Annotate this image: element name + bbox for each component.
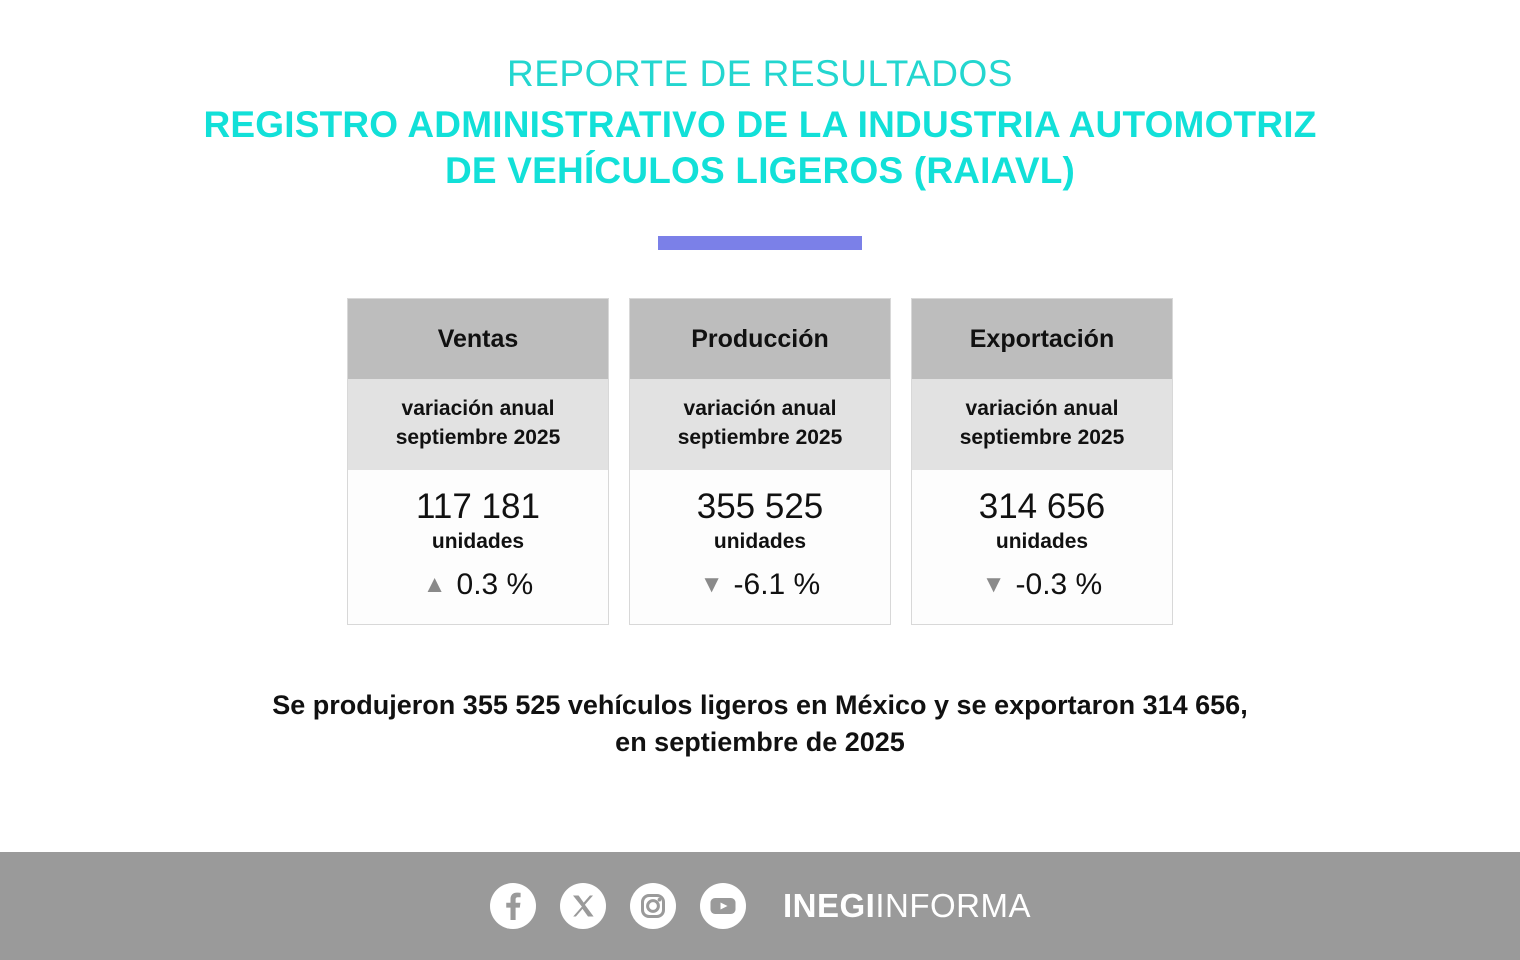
card-subtitle	[630, 379, 890, 470]
card-change	[358, 568, 598, 602]
card-subtitle	[912, 379, 1172, 470]
card-units: unidades	[995, 530, 1089, 554]
card-change	[640, 568, 880, 602]
page-title-line-1: REGISTRO ADMINISTRATIVO DE LA INDUSTRIA AUTOMOTRIZ	[203, 103, 1317, 145]
card-subtitle-line-1: variación anual	[683, 397, 837, 421]
footer-bar	[0, 852, 1520, 960]
card-change-value: 0.3 %	[456, 568, 534, 602]
card-change	[922, 568, 1162, 602]
summary-caption-line-1: Se produjeron 355 525 vehículos ligeros en México y se exportaron 314 656,	[272, 690, 1248, 721]
arrow-down-icon: ▼	[699, 571, 724, 599]
card-subtitle-line-2: septiembre 2025	[677, 425, 843, 449]
accent-divider	[658, 236, 862, 250]
divider-container	[0, 236, 1520, 250]
card-subtitle	[348, 379, 608, 470]
card-units: unidades	[713, 530, 807, 554]
page-header	[0, 0, 1520, 250]
instagram-icon[interactable]	[629, 882, 677, 930]
summary-caption	[0, 687, 1520, 760]
card-title: Ventas	[348, 299, 608, 379]
brand-primary: INEGI	[782, 887, 876, 924]
card-body	[630, 470, 890, 625]
summary-caption-line-2: en septiembre de 2025	[615, 726, 905, 757]
arrow-down-icon: ▼	[981, 571, 1006, 599]
report-kicker: REPORTE DE RESULTADOS	[507, 53, 1013, 94]
indicator-cards	[0, 298, 1520, 625]
brand-inegi-informa	[783, 887, 1031, 925]
indicator-card-produccion	[629, 298, 891, 625]
card-value: 355 525	[696, 486, 824, 526]
facebook-icon[interactable]	[489, 882, 537, 930]
card-subtitle-line-2: septiembre 2025	[959, 425, 1125, 449]
card-subtitle-line-1: variación anual	[401, 397, 555, 421]
card-body	[912, 470, 1172, 625]
indicator-card-exportacion	[911, 298, 1173, 625]
card-change-value: -6.1 %	[733, 568, 821, 602]
youtube-icon[interactable]	[699, 882, 747, 930]
x-twitter-icon[interactable]	[559, 882, 607, 930]
arrow-up-icon: ▲	[422, 571, 447, 599]
card-value: 117 181	[416, 486, 540, 526]
card-units: unidades	[431, 530, 525, 554]
card-subtitle-line-2: septiembre 2025	[395, 425, 561, 449]
card-title: Exportación	[912, 299, 1172, 379]
brand-secondary: INFORMA	[875, 887, 1032, 924]
page-title-line-2: DE VEHÍCULOS LIGEROS (RAIAVL)	[444, 149, 1076, 191]
card-title: Producción	[630, 299, 890, 379]
card-value: 314 656	[978, 486, 1106, 526]
card-change-value: -0.3 %	[1015, 568, 1103, 602]
indicator-card-ventas	[347, 298, 609, 625]
card-subtitle-line-1: variación anual	[965, 397, 1119, 421]
card-body	[348, 470, 608, 625]
